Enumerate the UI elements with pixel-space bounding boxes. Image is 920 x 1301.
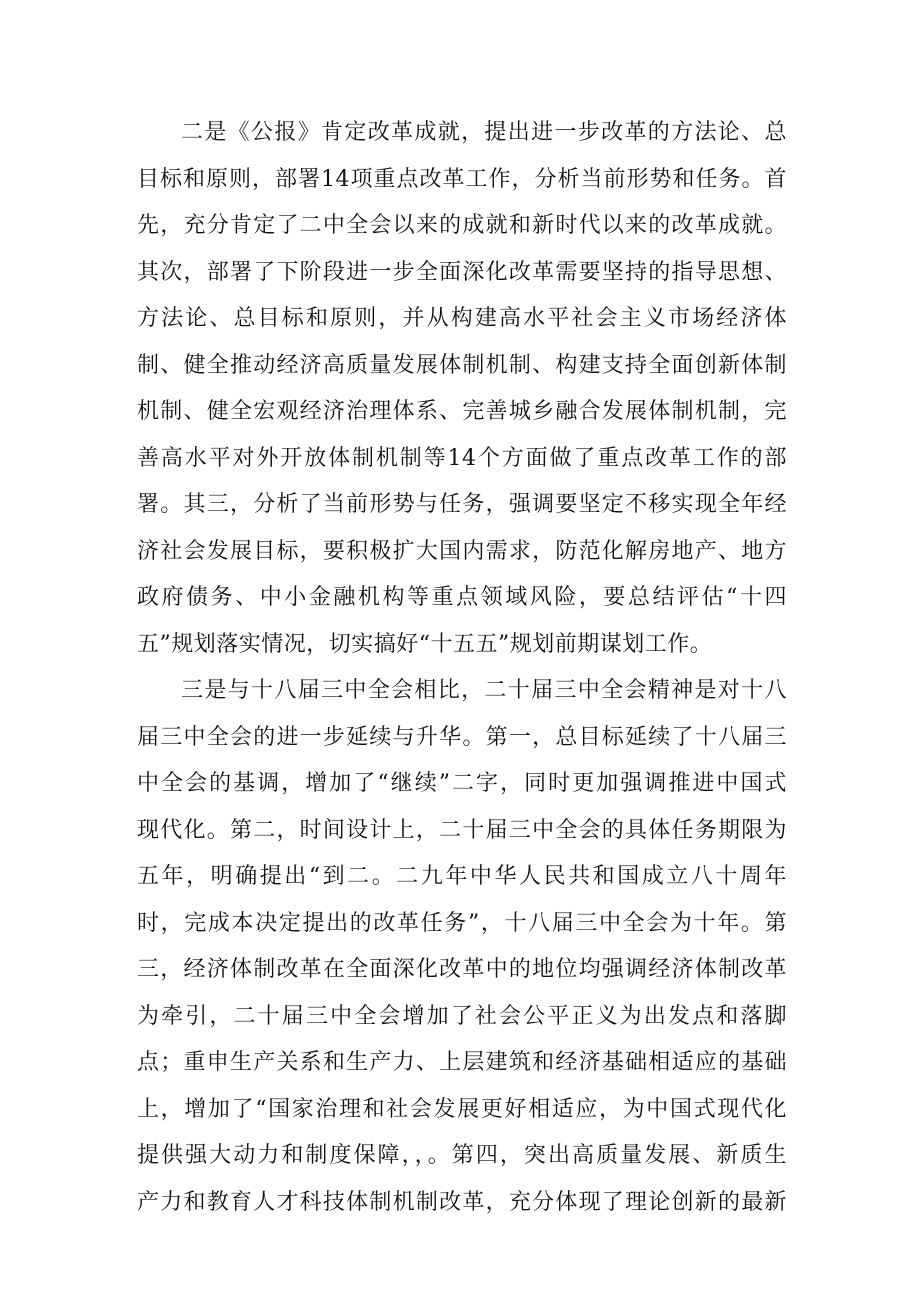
text-line: 目标和原则，部署14项重点改革工作，分析当前形势和任务。首 [137,166,787,192]
text-line: 届三中全会的进一步延续与升华。第一，总目标延续了十八届三 [137,724,787,750]
text-line: 提供强大动力和制度保障，，。第四，突出高质量发展、新质生 [137,1143,787,1168]
text-line: 中全会的基调，增加了“继续”二字，同时更加强调推进中国式 [137,771,787,796]
text-line: 时，完成本决定提出的改革任务”，十八届三中全会为十年。第 [137,910,787,936]
paragraph-2 [137,668,787,1226]
text-line: 政府债务、中小金融机构等重点领域风险，要总结评估“十四 [137,585,787,610]
text-line: 方法论、总目标和原则，并从构建高水平社会主义市场经济体 [137,306,787,331]
text-line: 五年，明确提出“到二。二九年中华人民共和国成立八十周年 [137,864,787,889]
text-line: 善高水平对外开放体制机制等14个方面做了重点改革工作的部 [137,445,787,471]
text-line: 三是与十八届三中全会相比，二十届三中全会精神是对十八 [181,678,787,703]
text-line: 济社会发展目标，要积极扩大国内需求，防范化解房地产、地方 [137,538,787,564]
text-line: 五”规划落实情况，切实搞好“十五五”规划前期谋划工作。 [137,631,713,657]
text-line: 署。其三，分析了当前形势与任务，强调要坚定不移实现全年经 [137,492,787,517]
text-line: 上，增加了“国家治理和社会发展更好相适应，为中国式现代化 [137,1096,787,1122]
text-line: 点；重申生产关系和生产力、上层建筑和经济基础相适应的基础 [137,1050,787,1075]
text-line: 其次，部署了下阶段进一步全面深化改革需要坚持的指导思想、 [137,259,787,285]
text-line: 先，充分肯定了二中全会以来的成就和新时代以来的改革成就。 [137,213,787,238]
paragraph-1 [137,110,787,668]
text-line: 制、健全推动经济高质量发展体制机制、构建支持全面创新体制 [137,352,787,378]
text-line: 二是《公报》肯定改革成就，提出进一步改革的方法论、总 [181,120,787,145]
text-line: 机制、健全宏观经济治理体系、完善城乡融合发展体制机制，完 [137,399,787,424]
text-line: 产力和教育人才科技体制机制改革，充分体现了理论创新的最新 [137,1189,787,1215]
document-body [137,110,787,1226]
text-line: 三，经济体制改革在全面深化改革中的地位均强调经济体制改革 [137,957,787,982]
text-line: 现代化。第二，时间设计上，二十届三中全会的具体任务期限为 [137,817,787,843]
text-line: 为牵引，二十届三中全会增加了社会公平正义为出发点和落脚 [137,1003,787,1029]
